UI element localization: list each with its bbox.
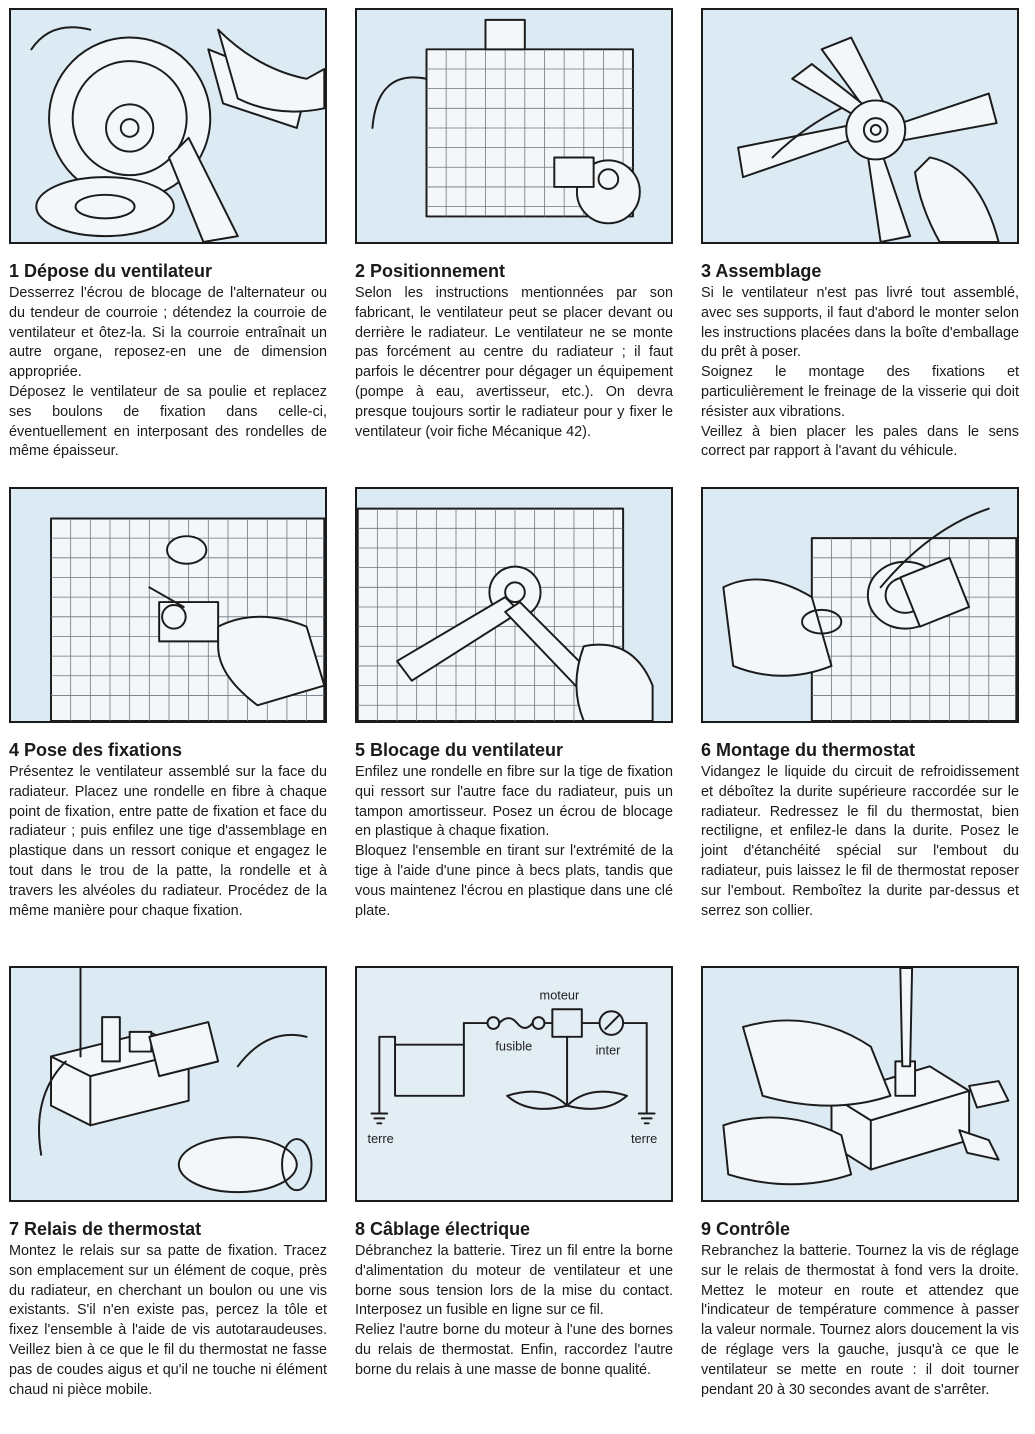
fan-removal-drawing [11, 10, 325, 242]
step-8 [355, 966, 673, 1381]
step-1-illustration [9, 8, 327, 244]
label-moteur: moteur [539, 987, 580, 1003]
step-1-body [9, 284, 327, 462]
step-6-body [701, 763, 1019, 921]
label-inter: inter [595, 1042, 621, 1058]
step-3-title: 3 Assemblage [701, 261, 822, 281]
label-terre-left: terre [367, 1130, 394, 1146]
step-7-body [9, 1242, 327, 1400]
step-9-illustration [701, 966, 1019, 1202]
step-5-paragraph: Bloquez l'ensemble en tirant sur l'extrémité de la tige à l'aide d'une pince à becs plats, tandis que vous maintenez l'écrou en plastique dans une clé plate. [355, 843, 673, 919]
step-2-paragraph: Selon les instructions mentionnées par son fabricant, le ventilateur peut se placer devant ou derrière le radiateur. Le ventilateur ne se monte pas forcément au centre du radiateur ; il faut parfois le décentrer pour dégager un équipement (pompe à eau, avertisseur, etc.). On devra presque toujours sortir le radiateur pour y fixer le ventilateur (voir fiche Mécanique 42). [355, 285, 673, 440]
step-4 [9, 487, 327, 921]
step-9-paragraph: Rebranchez la batterie. Tournez la vis de réglage sur le relais de thermostat à fond vers la droite. Mettez le moteur en route et attendez que l'indicateur de température commence à passer la valeur normale. Tournez alors doucement la vis de réglage vers la gauche, jusqu'à ce que le ventilateur se mette en route : il doit tourner pendant 20 à 30 secondes avant de s'arrêter. [701, 1243, 1019, 1398]
step-6-illustration [701, 487, 1019, 723]
step-6-paragraph: Vidangez le liquide du circuit de refroidissement et déboîtez la durite supérieure raccordée sur le radiateur. Redressez le fil du thermostat, bien rectiligne, et enfilez-le dans la durite. Posez le joint d'étanchéité spécial sur l'embout du radiateur, puis laissez le fil de thermostat reposer sur l'embout. Remboîtez la durite par-dessus et serrez son collier. [701, 764, 1019, 919]
step-7-title: 7 Relais de thermostat [9, 1219, 202, 1239]
step-2-body [355, 284, 673, 442]
radiator-drawing [357, 10, 671, 242]
step-4-illustration [9, 487, 327, 723]
step-9-title: 9 Contrôle [701, 1219, 791, 1239]
hose-thermostat-drawing [703, 489, 1017, 721]
step-6-title: 6 Montage du thermostat [701, 740, 916, 760]
step-7-illustration [9, 966, 327, 1202]
step-5-title: 5 Blocage du ventilateur [355, 740, 564, 760]
step-3-paragraph: Soignez le montage des fixations et particulièrement le freinage de la visserie qui doit résister aux vibrations. [701, 364, 1019, 420]
wiring-diagram [357, 968, 671, 1200]
screwdriver-adjust-drawing [703, 968, 1017, 1200]
label-fusible: fusible [495, 1038, 533, 1054]
step-4-paragraph: Présentez le ventilateur assemblé sur la face du radiateur. Placez une rondelle en fibre à chaque point de fixation, entre patte de fixation et face du radiateur ; puis enfilez une tige d'assemblage en plastique dans un ressort conique et engagez le tout dans le trou de la patte, la rondelle et à travers les alvéoles du radiateur. Procédez de la même manière pour chaque fixation. [9, 764, 327, 919]
step-9 [701, 966, 1019, 1400]
step-5-paragraph: Enfilez une rondelle en fibre sur la tige de fixation qui ressort sur l'autre face du radiateur, puis un tampon amortisseur. Posez un écrou de blocage en plastique à chaque fixation. [355, 764, 673, 840]
step-6 [701, 487, 1019, 921]
step-4-title: 4 Pose des fixations [9, 740, 183, 760]
relay-mount-drawing [11, 968, 325, 1200]
step-3-illustration [701, 8, 1019, 244]
step-2-illustration [355, 8, 673, 244]
step-1-paragraph: Desserrez l'écrou de blocage de l'alternateur ou du tendeur de courroie ; détendez la courroie de ventilateur et ôtez-la. Si la courroie entraînait un autre organe, reposez-en une de dimension appropriée. [9, 285, 327, 381]
step-8-body [355, 1242, 673, 1381]
step-2-title: 2 Positionnement [355, 261, 506, 281]
step-5 [355, 487, 673, 921]
step-8-title: 8 Câblage électrique [355, 1219, 531, 1239]
step-5-body [355, 763, 673, 921]
fixing-bracket-drawing [11, 489, 325, 721]
step-7 [9, 966, 327, 1400]
step-3-paragraph: Veillez à bien placer les pales dans le sens correct par rapport à l'avant du véhicule. [701, 423, 1019, 460]
fan-assembly-drawing [703, 10, 1017, 242]
step-8-paragraph: Débranchez la batterie. Tirez un fil entre la borne d'alimentation du moteur de ventilateur et une borne sous tension lors de la mise du contact. Interposez un fusible en ligne sur ce fil. [355, 1243, 673, 1319]
label-terre-right: terre [630, 1130, 658, 1146]
step-2 [355, 8, 673, 442]
step-8-paragraph: Reliez l'autre borne du moteur à l'une des bornes du relais de thermostat. Enfin, raccordez l'autre borne du relais à une masse de bonne qualité. [355, 1322, 673, 1378]
step-1-title: 1 Dépose du ventilateur [9, 261, 213, 281]
step-1 [9, 8, 327, 462]
step-3 [701, 8, 1019, 462]
step-7-paragraph: Montez le relais sur sa patte de fixation. Tracez son emplacement sur un élément de coque, près du radiateur, en cherchant un boulon ou une vis existants. S'il n'en existe pas, percez la tôle et fixez l'ensemble à l'aide de vis autotaraudeuses. Veillez bien à ce que le fil du thermostat ne fasse pas de coudes aigus et qu'il ne touche ni élément chaud ni pièce mobile. [9, 1243, 327, 1398]
step-4-body [9, 763, 327, 921]
step-3-body [701, 284, 1019, 462]
step-5-illustration [355, 487, 673, 723]
step-3-paragraph: Si le ventilateur n'est pas livré tout assemblé, avec ses supports, il faut d'abord le monter selon les instructions placées dans la boîte d'emballage du prêt à poser. [701, 285, 1019, 361]
pliers-wrench-drawing [357, 489, 671, 721]
step-1-paragraph: Déposez le ventilateur de sa poulie et replacez ses boulons de fixation dans celle-ci, éventuellement en interposant des rondelles de même épaisseur. [9, 383, 327, 460]
step-8-illustration [355, 966, 673, 1202]
step-9-body [701, 1242, 1019, 1400]
